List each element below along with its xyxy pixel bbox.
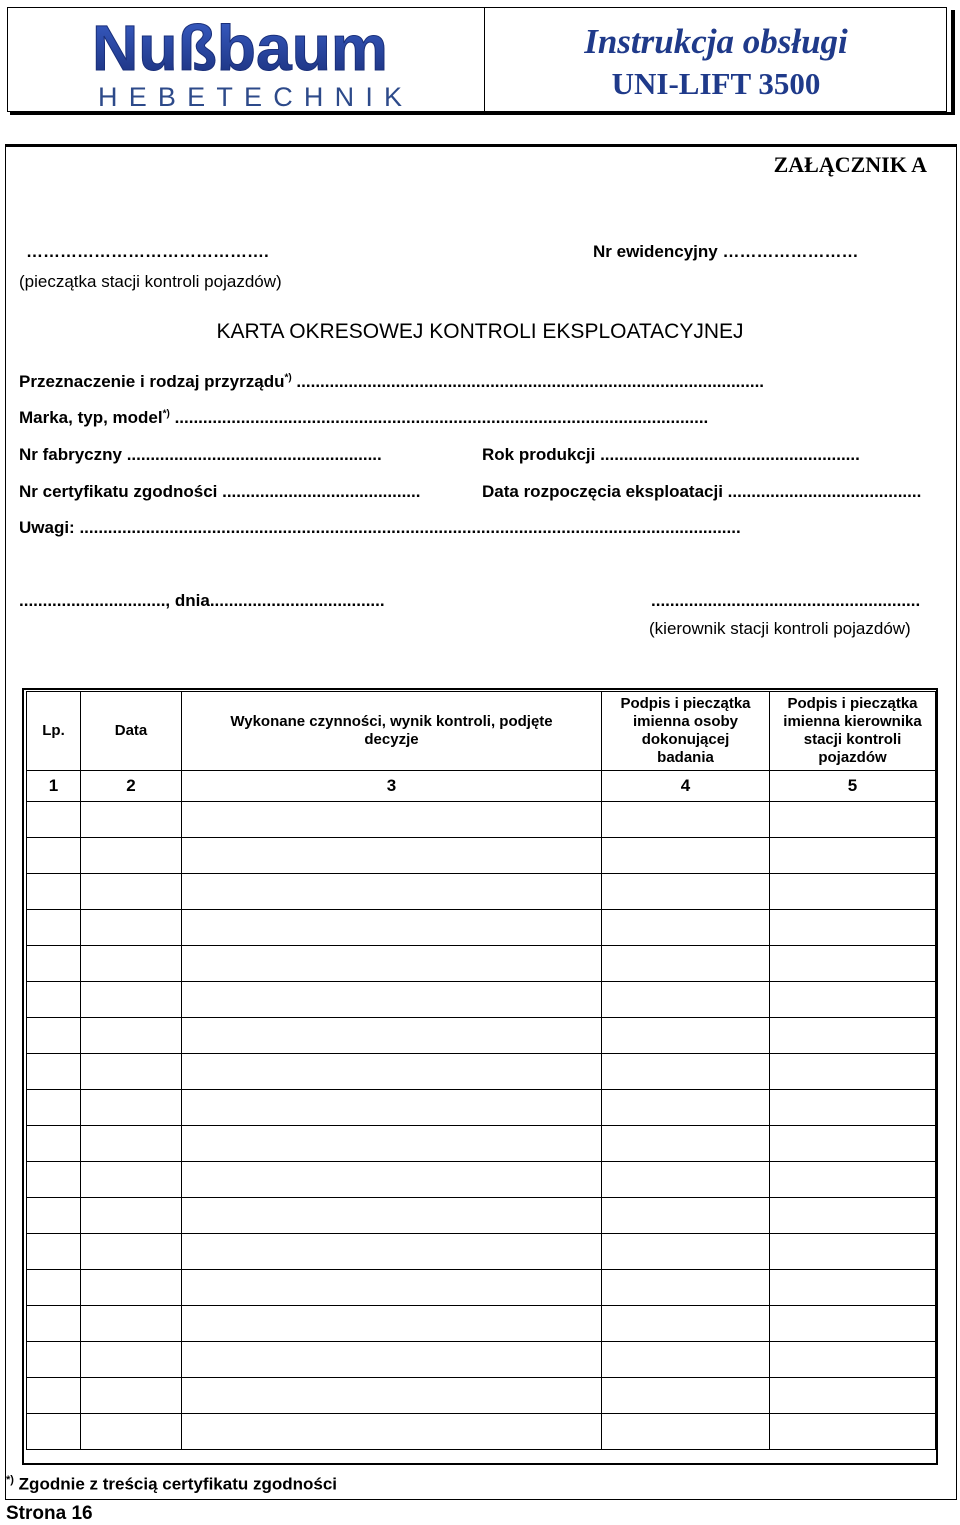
table-cell[interactable] xyxy=(182,1342,602,1378)
table-cell[interactable] xyxy=(182,1234,602,1270)
table-cell[interactable] xyxy=(602,1378,770,1414)
header-lp: Lp. xyxy=(27,692,81,771)
reg-number-field[interactable] xyxy=(593,242,858,262)
table-cell[interactable] xyxy=(27,1198,81,1234)
table-cell[interactable] xyxy=(602,1414,770,1450)
purpose-field[interactable]: Przeznaczenie i rodzaj przyrządu*) ................................................................................................... xyxy=(19,372,765,391)
card-title: KARTA OKRESOWEJ KONTROLI EKSPLOATACYJNEJ xyxy=(216,320,744,343)
table-cell[interactable] xyxy=(182,1090,602,1126)
svg-text:Nußbaum: Nußbaum xyxy=(92,14,388,80)
table-cell[interactable] xyxy=(27,946,81,982)
table-row xyxy=(27,1378,936,1414)
table-row xyxy=(27,838,936,874)
table-row xyxy=(27,1234,936,1270)
table-cell[interactable] xyxy=(182,1162,602,1198)
reg-number-dots: …………………… xyxy=(722,242,859,261)
table-cell[interactable] xyxy=(770,1162,936,1198)
table-header-row xyxy=(27,692,936,771)
table-cell[interactable] xyxy=(182,1378,602,1414)
table-cell[interactable] xyxy=(602,1054,770,1090)
table-cell[interactable] xyxy=(81,1162,182,1198)
table-cell[interactable] xyxy=(27,1378,81,1414)
table-cell[interactable] xyxy=(27,1162,81,1198)
table-cell[interactable] xyxy=(182,1198,602,1234)
table-row xyxy=(27,1090,936,1126)
table-cell[interactable] xyxy=(27,910,81,946)
table-cell[interactable] xyxy=(27,1054,81,1090)
table-cell[interactable] xyxy=(770,874,936,910)
table-cell[interactable] xyxy=(81,910,182,946)
table-row xyxy=(27,1414,936,1450)
table-cell[interactable] xyxy=(81,1018,182,1054)
serial-field[interactable]: Nr fabryczny ...................................................... xyxy=(19,445,382,464)
table-cell[interactable] xyxy=(770,1342,936,1378)
table-cell[interactable] xyxy=(81,1414,182,1450)
table-row xyxy=(27,946,936,982)
table-body xyxy=(27,802,936,1450)
table-cell[interactable] xyxy=(182,1126,602,1162)
table-number-row: 1 2 3 4 5 xyxy=(27,771,936,802)
table-row xyxy=(27,1342,936,1378)
table-cell[interactable] xyxy=(182,1306,602,1342)
table-row xyxy=(27,1054,936,1090)
manager-label: (kierownik stacji kontroli pojazdów) xyxy=(649,619,911,638)
table-row xyxy=(27,1270,936,1306)
table-cell[interactable] xyxy=(27,1342,81,1378)
reg-number-label: Nr ewidencyjny xyxy=(593,242,718,261)
header-inspector-signature: Podpis i pieczątka imienna osoby dokonującej badania xyxy=(602,692,770,771)
table-cell[interactable] xyxy=(770,946,936,982)
table-row xyxy=(27,1306,936,1342)
document-title: Instrukcja obsługi xyxy=(584,22,848,61)
table-cell[interactable] xyxy=(602,1342,770,1378)
table-cell[interactable] xyxy=(770,838,936,874)
table-cell[interactable] xyxy=(81,1090,182,1126)
table-cell[interactable] xyxy=(602,1126,770,1162)
table-cell[interactable] xyxy=(602,1198,770,1234)
stamp-label: (pieczątka stacji kontroli pojazdów) xyxy=(19,272,282,291)
brand-field[interactable]: Marka, typ, model*) ................................................................................................................. xyxy=(19,408,709,427)
table-cell[interactable] xyxy=(81,1054,182,1090)
table-cell[interactable] xyxy=(182,910,602,946)
header-manager-signature: Podpis i pieczątka imienna kierownika stacji kontroli pojazdów xyxy=(770,692,936,771)
manager-signature-dots[interactable]: ......................................................... xyxy=(651,591,921,610)
table-cell[interactable] xyxy=(182,982,602,1018)
table-row xyxy=(27,802,936,838)
year-field[interactable]: Rok produkcji ....................................................... xyxy=(482,445,860,464)
table-cell[interactable] xyxy=(770,1198,936,1234)
table-cell[interactable] xyxy=(27,1270,81,1306)
table-cell[interactable] xyxy=(27,1018,81,1054)
stamp-dots: ……………………………………. xyxy=(26,242,269,261)
table-cell[interactable] xyxy=(770,1378,936,1414)
table-cell[interactable] xyxy=(770,910,936,946)
table-row xyxy=(27,1162,936,1198)
table-cell[interactable] xyxy=(182,946,602,982)
inspection-log-table xyxy=(26,691,936,1450)
table-cell[interactable] xyxy=(27,874,81,910)
table-cell[interactable] xyxy=(770,1306,936,1342)
table-cell[interactable] xyxy=(770,1126,936,1162)
table-cell[interactable] xyxy=(81,802,182,838)
table-cell[interactable] xyxy=(602,874,770,910)
footnote: *) Zgodnie z treścią certyfikatu zgodności xyxy=(6,1474,338,1494)
table-cell[interactable] xyxy=(27,1126,81,1162)
header-shadow-right xyxy=(951,10,955,115)
table-cell[interactable] xyxy=(81,982,182,1018)
table-row xyxy=(27,1126,936,1162)
table-cell[interactable] xyxy=(27,1234,81,1270)
table-cell[interactable] xyxy=(770,982,936,1018)
table-cell[interactable] xyxy=(602,1090,770,1126)
logo-subtext: HEBETECHNIK xyxy=(98,82,414,112)
table-row xyxy=(27,1198,936,1234)
table-cell[interactable] xyxy=(770,1054,936,1090)
table-cell[interactable] xyxy=(182,1054,602,1090)
place-date-field[interactable]: ..............................., dnia..................................... xyxy=(19,591,385,610)
table-cell[interactable] xyxy=(27,982,81,1018)
table-cell[interactable] xyxy=(602,946,770,982)
table-cell[interactable] xyxy=(602,838,770,874)
page-number: Strona 16 xyxy=(6,1503,93,1524)
table-row xyxy=(27,1018,936,1054)
table-cell[interactable] xyxy=(81,1270,182,1306)
notes-field[interactable]: Uwagi: ............................................................................................................................................ xyxy=(19,518,741,537)
header-date: Data xyxy=(81,692,182,771)
table-cell[interactable] xyxy=(602,1306,770,1342)
table-cell[interactable] xyxy=(770,1414,936,1450)
table-cell[interactable] xyxy=(81,874,182,910)
certificate-field[interactable]: Nr certyfikatu zgodności .......................................... xyxy=(19,482,421,501)
table-cell[interactable] xyxy=(27,1414,81,1450)
table-cell[interactable] xyxy=(182,1018,602,1054)
table-cell[interactable] xyxy=(602,1162,770,1198)
table-cell[interactable] xyxy=(602,982,770,1018)
table-cell[interactable] xyxy=(27,1090,81,1126)
table-cell[interactable] xyxy=(770,1270,936,1306)
table-cell[interactable] xyxy=(27,838,81,874)
table-cell[interactable] xyxy=(182,874,602,910)
table-cell[interactable] xyxy=(81,838,182,874)
table-cell[interactable] xyxy=(602,1270,770,1306)
table-cell[interactable] xyxy=(182,838,602,874)
table-row xyxy=(27,874,936,910)
table-cell[interactable] xyxy=(182,1270,602,1306)
table-cell[interactable] xyxy=(27,802,81,838)
table-cell[interactable] xyxy=(81,1378,182,1414)
header-actions: Wykonane czynności, wynik kontroli, podjęte decyzje xyxy=(182,692,602,771)
nussbaum-logo xyxy=(92,14,392,80)
table-cell[interactable] xyxy=(81,946,182,982)
table-cell[interactable] xyxy=(182,802,602,838)
table-cell[interactable] xyxy=(602,910,770,946)
table-row xyxy=(27,910,936,946)
table-cell[interactable] xyxy=(770,1090,936,1126)
table-cell[interactable] xyxy=(81,1234,182,1270)
document-model: UNI-LIFT 3500 xyxy=(611,66,821,101)
table-cell[interactable] xyxy=(81,1342,182,1378)
table-cell[interactable] xyxy=(770,1018,936,1054)
table-cell[interactable] xyxy=(182,1414,602,1450)
table-cell[interactable] xyxy=(27,1306,81,1342)
start-date-field[interactable]: Data rozpoczęcia eksploatacji ......................................... xyxy=(482,482,922,501)
table-row xyxy=(27,982,936,1018)
table-cell[interactable] xyxy=(770,802,936,838)
table-cell[interactable] xyxy=(602,1018,770,1054)
table-cell[interactable] xyxy=(602,1234,770,1270)
table-cell[interactable] xyxy=(81,1126,182,1162)
table-cell[interactable] xyxy=(602,802,770,838)
annex-label: ZAŁĄCZNIK A xyxy=(773,152,927,177)
table-cell[interactable] xyxy=(81,1306,182,1342)
table-cell[interactable] xyxy=(81,1198,182,1234)
table-cell[interactable] xyxy=(770,1234,936,1270)
